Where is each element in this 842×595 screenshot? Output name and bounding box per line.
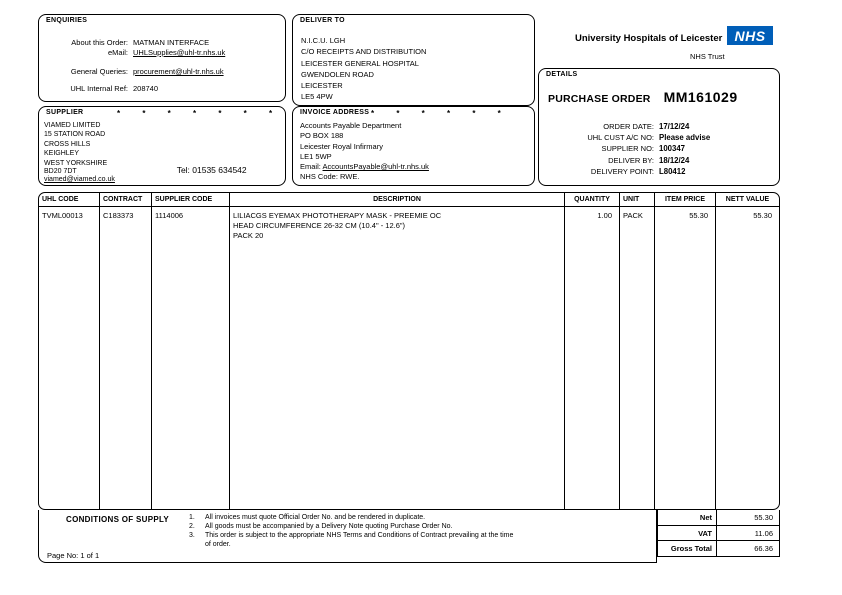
deliver-by-label: DELIVER BY: [608, 155, 654, 165]
supplier-box [38, 106, 286, 186]
internal-ref-label: UHL Internal Ref: [70, 84, 128, 93]
invoice-address-lines [300, 121, 429, 183]
supplier-email-link[interactable]: viamed@viamed.co.uk [44, 176, 115, 183]
nhs-logo: NHS [727, 26, 773, 45]
header-uhl-code: UHL CODE [39, 193, 100, 206]
header-quantity: QUANTITY [565, 193, 620, 206]
perforation-marks: * * * * * * * [117, 109, 273, 118]
header-contract: CONTRACT [100, 193, 152, 206]
cell-quantity: 1.00 [565, 207, 620, 509]
organisation-name: University Hospitals of Leicester [575, 33, 723, 44]
totals-box [657, 510, 780, 557]
invoice-line: PO BOX 188 [300, 131, 344, 141]
condition-number: 1. [189, 514, 195, 521]
vat-value: 11.06 [754, 528, 773, 538]
invoice-line: Accounts Payable Department [300, 121, 402, 130]
gross-total-row [658, 541, 779, 556]
invoice-line: Leicester Royal Infirmary [300, 141, 383, 151]
deliver-line: GWENDOLEN ROAD [301, 69, 374, 79]
invoice-line: LE1 5WP [300, 151, 332, 161]
cust-account-value: Please advise [659, 133, 711, 143]
purchase-order-row [548, 89, 738, 105]
invoice-address-box [292, 106, 535, 186]
description-line: PACK 20 [233, 231, 264, 240]
condition-text: All invoices must quote Official Order No. and be rendered in duplicate. [205, 514, 426, 521]
deliver-line: LEICESTER GENERAL HOSPITAL [301, 58, 419, 68]
cell-nett-value: 55.30 [753, 211, 772, 220]
deliver-to-box [292, 14, 535, 106]
enquiries-box [38, 14, 286, 102]
purchase-order-label: PURCHASE ORDER [548, 93, 651, 105]
description-line: HEAD CIRCUMFERENCE 26-32 CM (10.4" - 12.6") [233, 221, 406, 230]
deliver-line: LEICESTER [301, 81, 343, 91]
gross-total-label: Gross Total [658, 541, 717, 556]
order-date-label: ORDER DATE: [603, 122, 654, 131]
delivery-point-row [545, 167, 773, 178]
supplier-postcode: BD20 7DT [44, 168, 77, 175]
condition-item [189, 522, 519, 531]
supplier-line: VIAMED LIMITED [44, 122, 101, 129]
deliver-line: N.I.C.U. LGH [301, 36, 346, 45]
cust-account-label: UHL CUST A/C NO: [587, 133, 654, 143]
deliver-line: LE5 4PW [301, 92, 333, 102]
header-nett-value: NETT VALUE [725, 196, 770, 203]
header-supplier-code: SUPPLIER CODE [152, 193, 230, 206]
condition-item [189, 513, 519, 522]
header-item-price: ITEM PRICE [655, 193, 716, 206]
condition-number: 2. [189, 523, 195, 530]
supplier-line: KEIGHLEY [44, 150, 80, 158]
table-header-row [39, 193, 779, 207]
cell-unit: PACK [620, 207, 655, 509]
page-number: Page No: 1 of 1 [47, 551, 100, 560]
vat-label: VAT [658, 526, 717, 541]
supplier-line: 15 STATION ROAD [44, 131, 106, 139]
cell-contract: C183373 [100, 207, 152, 509]
nhs-code-line: NHS Code: RWE. [300, 172, 360, 182]
deliver-to-label: DELIVER TO [300, 17, 345, 24]
invoice-email-label: Email: [300, 162, 321, 172]
deliver-by-row [545, 156, 773, 167]
purchase-order-number: MM161029 [663, 89, 738, 105]
header-description: DESCRIPTION [230, 193, 565, 206]
delivery-point-label: DELIVERY POINT: [590, 166, 654, 176]
details-label: DETAILS [546, 71, 578, 78]
description-line: LILIACGS EYEMAX PHOTOTHERAPY MASK - PREEMIE OC [233, 211, 442, 220]
header-unit: UNIT [620, 193, 655, 206]
net-label: Net [658, 510, 717, 525]
details-box [538, 68, 780, 186]
net-value: 55.30 [754, 513, 773, 522]
supplier-postcode-row [44, 165, 247, 175]
perforation-marks: * * * * * * [371, 109, 501, 118]
internal-ref-row [43, 84, 283, 93]
supplier-no-row [545, 144, 773, 155]
internal-ref-value: 208740 [133, 84, 159, 93]
invoice-email-row [300, 162, 429, 172]
details-fields [545, 122, 773, 178]
order-date-value: 17/12/24 [659, 122, 690, 131]
cell-description [230, 207, 565, 509]
cell-supplier-code: 1114006 [152, 207, 230, 509]
gross-total-value: 66.36 [754, 544, 773, 554]
supplier-no-value: 100347 [659, 144, 686, 154]
condition-text: This order is subject to the appropriate NHS Terms and Conditions of Contract prevailing at the time of order. [205, 532, 514, 548]
order-date-row [545, 122, 773, 133]
condition-text: All goods must be accompanied by a Delivery Note quoting Purchase Order No. [205, 523, 453, 530]
vat-row [658, 526, 779, 542]
cell-item-price: 55.30 [655, 207, 716, 509]
nhs-trust-label: NHS Trust [690, 52, 725, 61]
general-queries-label: General Queries: [70, 67, 128, 76]
supplier-no-label: SUPPLIER NO: [601, 144, 654, 154]
about-order-label: About this Order: [71, 38, 128, 47]
email-link[interactable]: UHLSupplies@uhl-tr.nhs.uk [133, 48, 226, 57]
conditions-of-supply-box [38, 510, 657, 563]
deliver-to-address [301, 35, 426, 103]
supplier-line: CROSS HILLS [44, 140, 91, 148]
email-row [43, 48, 283, 57]
supplier-label: SUPPLIER [46, 109, 84, 116]
supplier-line: WEST YORKSHIRE [44, 159, 108, 167]
condition-number: 3. [189, 532, 195, 539]
net-row [658, 510, 779, 526]
cust-account-row [545, 133, 773, 144]
order-items-table [38, 192, 780, 510]
condition-item [189, 531, 519, 549]
about-order-row [43, 38, 283, 47]
delivery-point-value: L80412 [659, 166, 686, 176]
general-queries-link[interactable]: procurement@uhl-tr.nhs.uk [133, 67, 224, 76]
email-label: eMail: [107, 48, 128, 57]
table-row [39, 207, 779, 509]
invoice-address-label: INVOICE ADDRESS [300, 109, 370, 116]
conditions-title: CONDITIONS OF SUPPLY [66, 515, 170, 524]
conditions-list [189, 513, 519, 549]
cell-uhl-code: TVML00013 [39, 207, 100, 509]
deliver-line: C/O RECEIPTS AND DISTRIBUTION [301, 47, 427, 57]
deliver-by-value: 18/12/24 [659, 155, 690, 165]
enquiries-label: ENQUIRIES [46, 17, 88, 24]
supplier-telephone: Tel: 01535 634542 [176, 165, 247, 175]
about-order-value: MATMAN INTERFACE [133, 38, 210, 47]
general-queries-row [43, 67, 283, 76]
supplier-address [44, 121, 107, 168]
invoice-email-link[interactable]: AccountsPayable@uhl-tr.nhs.uk [322, 162, 429, 172]
